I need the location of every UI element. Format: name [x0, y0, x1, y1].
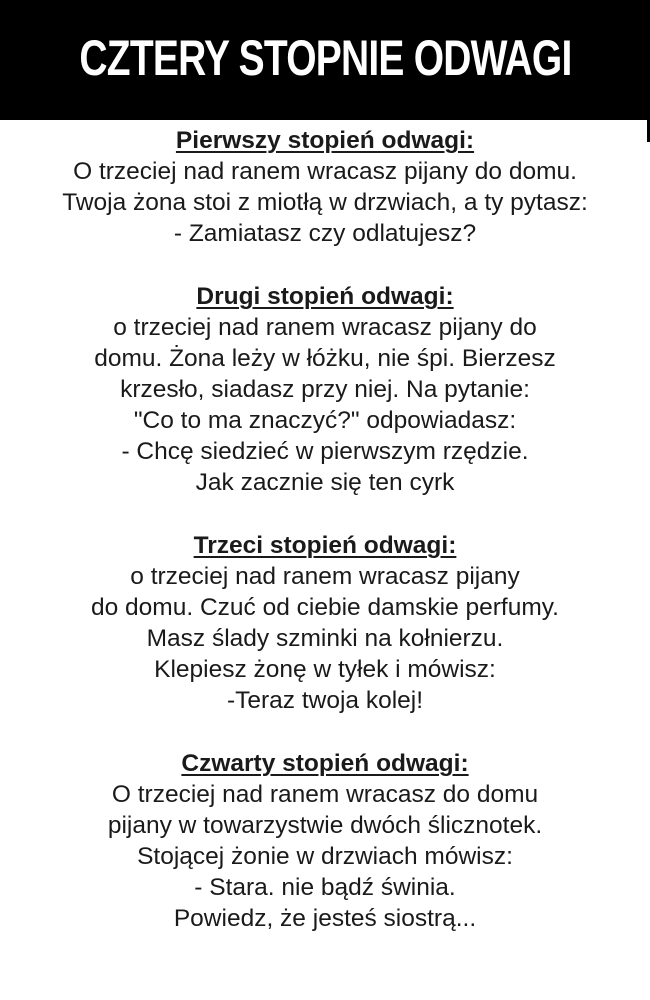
text-line: o trzeciej nad ranem wracasz pijany [130, 563, 520, 590]
text-line: pijany w towarzystwie dwóch ślicznotek. [107, 812, 543, 839]
section-heading: Pierwszy stopień odwagi: [175, 127, 475, 154]
text-line: -Teraz twoja kolej! [226, 687, 424, 714]
section-heading: Trzeci stopień odwagi: [193, 532, 457, 559]
page-title: CZTERY STOPNIE ODWAGI [78, 30, 572, 86]
section-3 [0, 531, 650, 716]
text-line: Twoja żona stoi z miotłą w drzwiach, a ty pytasz: [62, 189, 588, 216]
text-line: krzesło, siadasz przy niej. Na pytanie: [120, 376, 530, 403]
text-line: O trzeciej nad ranem wracasz pijany do domu. [73, 158, 577, 185]
text-line: domu. Żona leży w łóżku, nie śpi. Bierzesz [94, 345, 556, 372]
text-line: Jak zacznie się ten cyrk [195, 469, 455, 496]
text-line: do domu. Czuć od ciebie damskie perfumy. [91, 594, 559, 621]
section-1 [0, 126, 650, 249]
text-line: "Co to ma znaczyć?" odpowiadasz: [133, 407, 517, 434]
text-line: o trzeciej nad ranem wracasz pijany do [113, 314, 537, 341]
text-line: O trzeciej nad ranem wracasz do domu [111, 781, 539, 808]
section-heading: Czwarty stopień odwagi: [181, 750, 469, 777]
text-line: - Zamiatasz czy odlatujesz? [173, 220, 477, 247]
text-line: Stojącej żonie w drzwiach mówisz: [137, 843, 513, 870]
section-4 [0, 749, 650, 934]
section-2 [0, 282, 650, 498]
text-line: Masz ślady szminki na kołnierzu. [146, 625, 504, 652]
text-line: Klepiesz żonę w tyłek i mówisz: [154, 656, 496, 683]
text-line: Powiedz, że jesteś siostrą... [173, 905, 477, 932]
text-content [0, 126, 650, 934]
text-line: - Stara. nie bądź świnia. [194, 874, 456, 901]
text-line: - Chcę siedzieć w pierwszym rzędzie. [121, 438, 529, 465]
section-heading: Drugi stopień odwagi: [196, 283, 454, 310]
title-banner [0, 0, 650, 120]
